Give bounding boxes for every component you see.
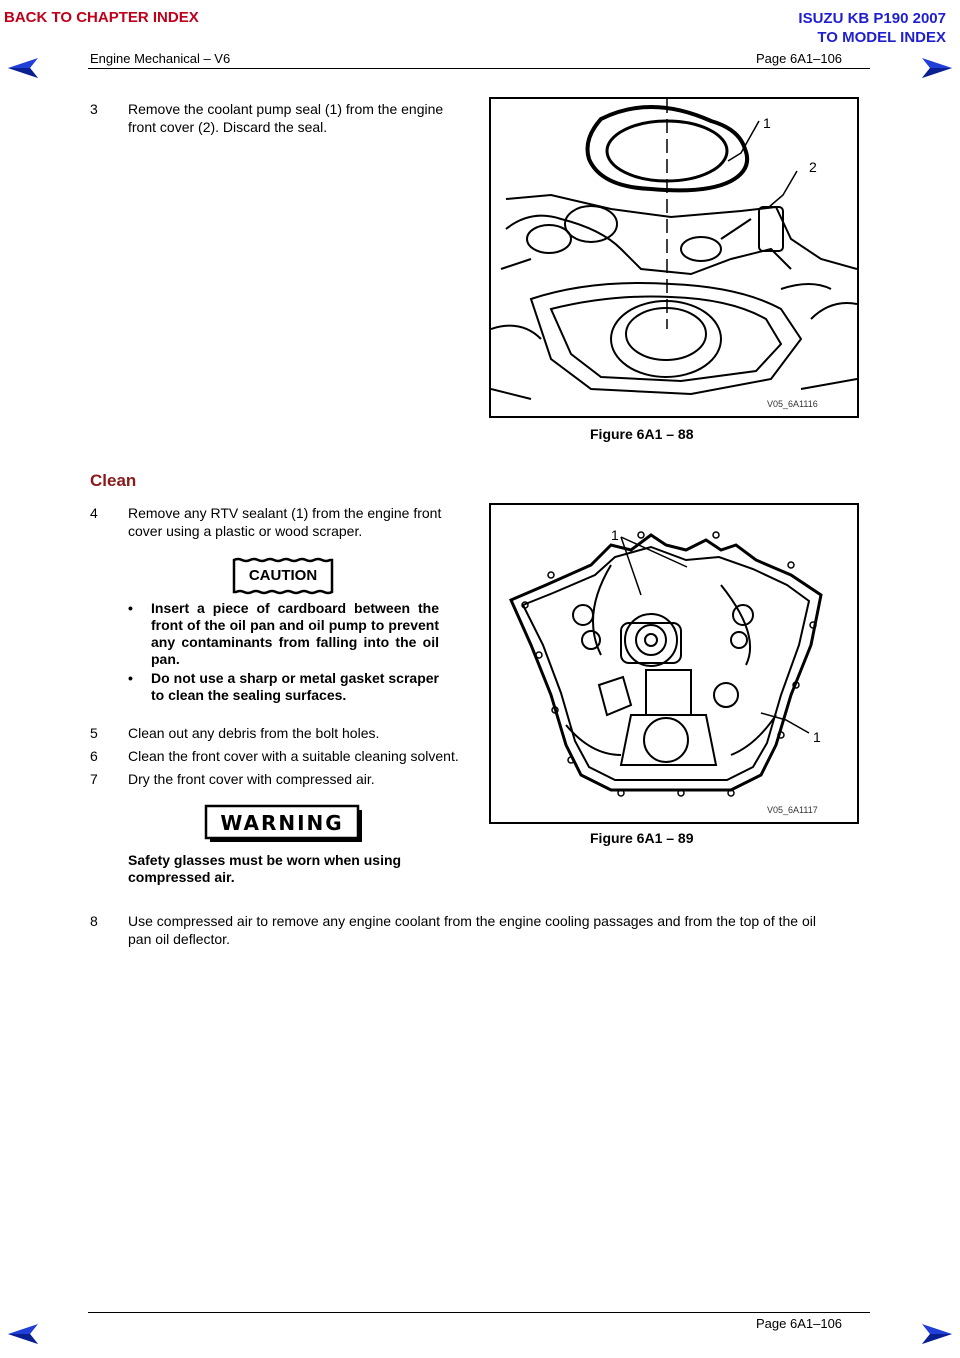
step-5: [90, 724, 480, 744]
step-number: 5: [90, 725, 98, 741]
warning-badge: [204, 804, 364, 849]
header-rule: [88, 68, 870, 69]
step-text: Dry the front cover with compressed air.: [128, 771, 375, 787]
step-number: 3: [90, 101, 98, 117]
previous-page-arrow-icon[interactable]: [6, 1322, 40, 1346]
step-text: Remove any RTV sealant (1) from the engine front cover using a plastic or wood scraper.: [128, 505, 442, 539]
step-8: [90, 912, 870, 952]
step-number: 8: [90, 913, 98, 929]
model-title: ISUZU KB P190 2007: [798, 10, 946, 27]
clean-heading: Clean: [90, 471, 137, 490]
back-to-chapter-index-link[interactable]: BACK TO CHAPTER INDEX: [4, 9, 199, 26]
bullet-text: Do not use a sharp or metal gasket scraper to clean the sealing surfaces.: [151, 670, 439, 703]
warning-text: Safety glasses must be worn when using compressed air.: [128, 852, 402, 885]
step-text: Clean the front cover with a suitable cleaning solvent.: [128, 748, 459, 764]
footer-page-number: Page 6A1–106: [756, 1316, 843, 1331]
step-text: Use compressed air to remove any engine coolant from the engine cooling passages and from the top of the oil pan oil deflector.: [128, 913, 816, 947]
bullet-text: Insert a piece of cardboard between the front of the oil pan and oil pump to prevent any contaminants from falling into the oil pan.: [151, 600, 439, 667]
previous-page-arrow-icon[interactable]: [6, 56, 40, 80]
callout-1-top: 1: [611, 527, 619, 543]
caution-label: CAUTION: [248, 567, 318, 584]
model-index-label: TO MODEL INDEX: [817, 29, 946, 46]
coolant-pump-seal-illustration: [491, 99, 857, 416]
figure-88-caption: Figure 6A1 – 88: [590, 426, 694, 442]
callout-1-bottom: 1: [813, 729, 821, 745]
figure-89-image: [489, 503, 859, 824]
figure-id: V05_6A1116: [767, 399, 818, 409]
figure-89-caption: Figure 6A1 – 89: [590, 830, 694, 846]
step-text: Clean out any debris from the bolt holes.: [128, 725, 380, 741]
caution-bullet-2: • Do not use a sharp or metal gasket scraper to clean the sealing surfaces.: [128, 670, 439, 703]
section-title: Engine Mechanical – V6: [90, 51, 231, 66]
step-number: 7: [90, 771, 98, 787]
warning-label: WARNING: [220, 811, 344, 835]
next-page-arrow-icon[interactable]: [920, 56, 954, 80]
figure-88-image: [489, 97, 859, 418]
callout-2: 2: [809, 159, 817, 175]
step-number: 6: [90, 748, 98, 764]
step-text: Remove the coolant pump seal (1) from the engine front cover (2). Discard the seal.: [128, 101, 444, 135]
figure-id: V05_6A1117: [767, 805, 818, 815]
header-page-number: Page 6A1–106: [756, 51, 843, 66]
step-number: 4: [90, 505, 98, 521]
step-7: [90, 770, 480, 790]
callout-1: 1: [763, 115, 771, 131]
to-model-index-link[interactable]: [798, 9, 946, 47]
caution-badge: [230, 556, 336, 601]
step-3: [90, 100, 470, 140]
step-6: [90, 747, 490, 767]
caution-bullet-1: • Insert a piece of cardboard between the front of the oil pan and oil pump to prevent any contaminants from falling into the oil pan.: [128, 600, 439, 667]
next-page-arrow-icon[interactable]: [920, 1322, 954, 1346]
footer-rule: [88, 1312, 870, 1313]
step-4: [90, 504, 470, 544]
engine-front-cover-illustration: [491, 505, 857, 822]
